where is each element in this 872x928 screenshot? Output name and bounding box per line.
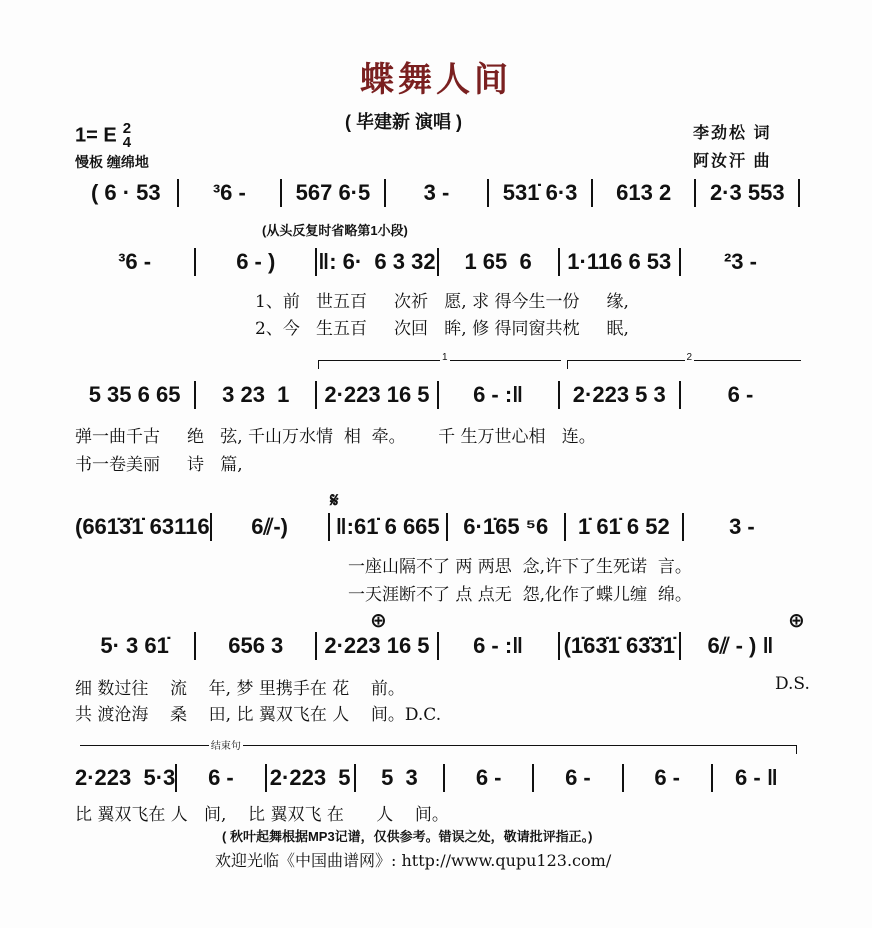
notation-row-3 [75,380,800,410]
volta-label: 2 [686,352,693,363]
volta-1 [318,352,561,369]
notation-row-5 [75,631,800,661]
footer-note: ( 秋叶起舞根据MP3记谱，仅供参考。错误之处，敬请批评指正。) [222,829,593,844]
measure: 2·3 553 [709,180,785,205]
volta-label: 1 [442,352,448,363]
time-top: 2 [122,120,132,137]
segno-sign: 𝄋 [330,490,339,512]
ds-marking: D.S. [775,674,810,694]
measure: 6 - [565,765,591,790]
measure: 3 23 1 [222,382,290,407]
measure: ‖: 6· 6 3 32 [318,249,436,274]
measure: 6 - [654,765,681,790]
repeat-note: (从头反复时省略第1小段) [262,223,408,238]
coda-sign: ⊕ [788,610,805,632]
measure: 6 - [475,765,502,790]
bar-line [798,179,800,207]
measure: 1 65 6 [464,249,532,274]
measure: ³6 - [118,249,152,274]
measure: 2·223 5 3 [572,382,666,407]
notation-row-1 [75,178,800,208]
measure: 2·223 16 5 [324,382,430,407]
lyric-line: 一座山隔不了 两 两思 念,许下了生死诺 言。 [348,557,692,577]
measure: 6 - ) [236,249,276,274]
notation-row-4 [75,512,800,542]
performer: ( 毕建新 演唱 ) [345,112,462,132]
key: 1= E [75,124,117,147]
measure: ‖:61̇ 6 665 [335,514,440,539]
measure: 6 - :‖ [473,633,524,658]
lyric-line: 比 翼双飞在 人 间, 比 翼双飞 在 人 间。 [75,805,449,825]
measure: 6 - :‖ [473,382,524,407]
measure: 2·223 16 5 [324,633,430,658]
lyric-line: 1、前 世五百 次祈 愿, 求 得今生一份 缘, [255,292,629,312]
measure: 6·1̇65 ⁵6 [463,514,549,539]
measure: 613 2 [616,180,672,205]
measure: 2·223 5 [269,765,351,790]
measure: 5 35 6 65 [88,382,181,407]
volta-2 [567,352,801,369]
measure: 3 - [423,180,450,205]
lyric-line: 书一卷美丽 诗 篇, [75,455,243,475]
measure: 2·223 5·3 [75,765,176,790]
lyric-line: 一天涯断不了 点 点无 怨,化作了蝶儿缠 绵。 [348,585,692,605]
measure: ²3 - [723,249,757,274]
coda-sign: ⊕ [370,610,387,632]
website-link[interactable]: 欢迎光临《中国曲谱网》: http://www.qupu123.com/ [215,851,612,870]
measure: 1̇ 61̇ 6 52 [577,514,670,539]
measure: 6 - [208,765,234,790]
measure: ( 6 · 53 [90,180,161,205]
measure: 567 6·5 [295,180,371,205]
measure: ³6 - [212,180,246,205]
measure: 6 - [727,382,754,407]
measure: 656 3 [228,633,284,658]
ending-bracket [80,741,797,754]
measure: 531̇ 6·3 [502,180,578,205]
composer: 阿汝汗 曲 [693,153,772,170]
measure: (1̇63̇1̇ 63̇3̇1̇ [563,633,675,658]
time-signature [123,122,131,150]
measure: (661̇3̇1̇ 63116 [75,514,210,539]
measure: 1·116 6 53 [567,249,672,274]
measure: 6⫽ - ) ‖ [707,633,774,658]
measure: 5 3 [381,765,418,790]
notation-row-6 [75,763,800,793]
notation-row-2 [75,247,800,277]
lyric-line: 弹一曲千古 绝 弦, 千山万水情 相 牵。 千 生万世心相 连。 [75,427,596,447]
song-title: 蝶舞人间 [360,61,512,99]
measure: 3 - [729,514,755,539]
lyric-line: 2、今 生五百 次回 眸, 修 得同窗共枕 眠, [255,319,629,339]
lyricist: 李劲松 词 [693,125,772,142]
ending-label: 结束句 [209,737,243,752]
lyric-line: 共 渡沧海 桑 田, 比 翼双飞在 人 间。D.C. [75,705,442,725]
tempo-marking: 慢板 缠绵地 [75,154,149,170]
measure: 5· 3 61̇ [100,633,169,658]
time-bottom: 4 [122,134,132,151]
key-signature [75,122,131,150]
measure: 6 - ‖ [735,765,778,790]
lyric-line: 细 数过往 流 年, 梦 里携手在 花 前。 [75,679,405,699]
measure: 6⫽-) [251,514,288,539]
